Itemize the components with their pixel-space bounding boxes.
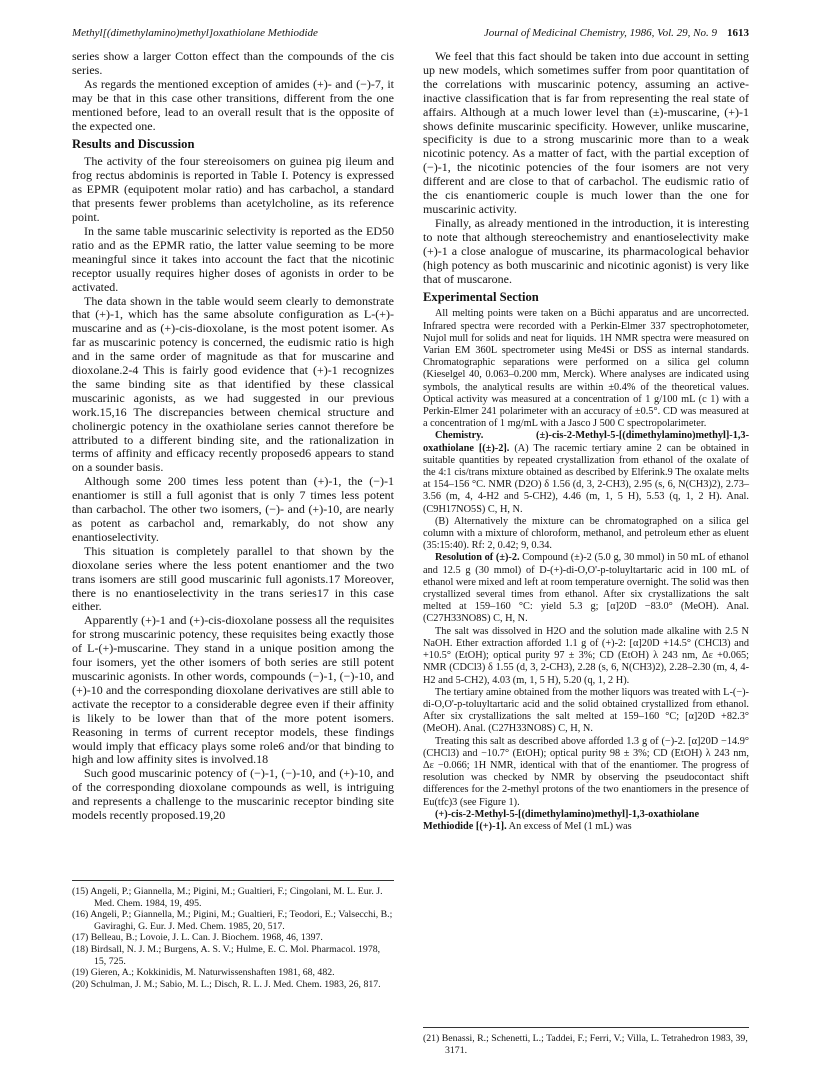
reference-item: (17) Belleau, B.; Lovoie, J. L. Can. J. Biochem. 1968, 46, 1397. <box>72 932 323 944</box>
resolution-text: Compound (±)-2 (5.0 g, 30 mmol) in 50 mL of ethanol and 12.5 g (30 mmol) of D-(+)-di-O,O'-p-toluyltartaric acid in 100 mL of ethanol were mixed and left at room temperature overnight. The solid was then crystallized several times from ethanol. After six crystallizations the salt melted at 159–160 °C: yield 5.3 g; [α]20D −83.0° (MeOH). Anal. (C27H33NO8S) C, H, N. <box>423 552 749 625</box>
chemistry-text: (A) The racemic tertiary amine 2 can be obtained in suitable quantities by repeated crystallization from ethanol of the oxalate of the 4:1 cis/trans mixture obtained as described by Elferink.9 The oxalate melts at 154–156 °C. NMR (D2O) δ 1.56 (d, 3, 2-CH3), 2.95 (s, 6, N(CH3)2), 2.73–3.56 (m, 4, 4-H2 and 5-CH2), 4.46 (m, 1, 5 H), 5.53 (q, 1, 2 H). Anal. (C9H17NO5S) C, H, N. <box>423 442 750 515</box>
heading-results-discussion: Results and Discussion <box>72 137 195 152</box>
paragraph-data: The data shown in the table would seem clearly to demonstrate that (+)-1, which has the same absolute configuration as L-(+)-muscarine and as (+)-cis-dioxolane, is the most potent isomer. As far as muscarinic potency is concerned, the eudismic ratio is high and in the same order of magnitude as that for muscarine and dioxolane.2-4 This is fairly good evidence that (+)-1 recognizes the same binding site as that identified by these classical muscarinic agonists, as we had suggested in our previous work.15,16 The discrepancies between chemical structure and cholinergic potency in the oxathiolane series cannot therefore be attributed to a different binding site, and the rationalization in terms of affinity and efficacy recently proposed6 appears to stand on a sounder basis. <box>72 293 394 475</box>
paragraph-activity: The activity of the four stereoisomers on guinea pig ileum and frog rectus abdominis is reported in Table I. Potency is expressed as EPMR (equipotent molar ratio) and has carbachol, a standard that presents fewer problems than acetylcholine, as its reference point. <box>72 154 394 225</box>
paragraph-resolution <box>423 552 749 625</box>
paragraph-treating: Treating this salt as described above afforded 1.3 g of (−)-2. [α]20D −14.9° (CHCl3) and −10.7° (EtOH); optical purity 98 ± 3%; CD (EtOH) λ 243 nm, Δε −0.066; 1H NMR, identical with that of the enantiomer. The progress of resolution was checked by NMR by observing the pseudocontact shift differences for the 2-methyl protons of the two enantiomers in the presence of Eu(tfc)3 (see Figure 1). <box>423 735 749 808</box>
paragraph-apparently: Apparently (+)-1 and (+)-cis-dioxolane possess all the requisites for strong muscarinic potency, these requisites being exactly those of L-(+)-muscarine. They stand in a unique position among the four isomers, yet the other isomers of both series are still potent muscarinic agonists. In other words, compounds (−)-1, (−)-10, and (+)-10 and the corresponding dioxolane derivatives are still able to activate the receptor to a considerable degree even if their affinity is likely to be lower than that of the more potent isomers. Reasoning in terms of current receptor models, these findings would imply that efficacy plays some role6 and/or that binding to high and low affinity sites is involved.18 <box>72 613 394 767</box>
resolution-title: Resolution of (±)-2. <box>435 552 520 564</box>
paragraph-chemistry <box>423 430 749 515</box>
page-number: 1613 <box>727 27 749 39</box>
running-header-title: Methyl[(dimethylamino)methyl]oxathiolane Methiodide <box>72 27 318 39</box>
paragraph-such: Such good muscarinic potency of (−)-1, (−)-10, and (+)-10, and of the corresponding dioxolane compounds as well, is intriguing and represents a challenge to the muscarinic receptor binding site models recently proposed.19,20 <box>72 766 394 823</box>
paragraph-finally: Finally, as already mentioned in the introduction, it is interesting to note that although stereochemistry and enantioselectivity make (+)-1 a close analogue of muscarine, its pharmacological behavior (high potency as both muscarinic and nicotinic agonist) is very like that of muscarone. <box>423 215 749 286</box>
paragraph-although: Although some 200 times less potent than (+)-1, the (−)-1 enantiomer is still a full agonist that is only 7 times less potent than carbachol. The other two isomers, (−)- and (+)-10, are nearly as potent as carbachol and, remarkably, do not show any enantioselectivity. <box>72 474 394 544</box>
journal-citation: Journal of Medicinal Chemistry, 1986, Vol. 29, No. 9 <box>483 27 717 39</box>
heading-experimental: Experimental Section <box>423 290 539 305</box>
paragraph-selectivity: In the same table muscarinic selectivity is reported as the ED50 ratio and as the EPMR ratio, the latter value seeming to be more meaningful since it takes into account the fact that the nicotinic receptor usually requires higher doses of agonists in order to be activated. <box>72 223 394 294</box>
reference-item: (16) Angeli, P.; Giannella, M.; Pigini, M.; Gualtieri, F.; Teodori, E.; Valsecchi, B.; Gaviraghi, G. Eur. J. Med. Chem. 1985, 20, 517. <box>72 909 393 932</box>
paragraph-salt: The salt was dissolved in H2O and the solution made alkaline with 2.5 N NaOH. Ether extraction afforded 1.1 g of (+)-2: [α]20D +14.5° (CHCl3) and +10.5° (EtOH); optical purity 97 ± 3%; CD (EtOH) λ 243 nm, Δε +0.065; NMR (CDCl3) δ 1.55 (d, 3, 2-CH3), 2.28 (s, 6, N(CH3)2), 2.28–2.30 (m, 4, 4-H2 and 5-CH2), 4.03 (m, 1, 5 H), 5.20 (q, 1, 2 H). <box>423 625 749 686</box>
paragraph-amides: As regards the mentioned exception of amides (+)- and (−)-7, it may be that in this case other transitions, different from the one mentioned before, lead to an overall result that is the opposite of the expected one. <box>72 76 394 133</box>
footnotes-right <box>423 1027 749 1056</box>
reference-item: (19) Gieren, A.; Kokkinidis, M. Naturwissenshaften 1981, 68, 482. <box>72 967 335 979</box>
reference-item: (18) Birdsall, N. J. M.; Burgens, A. S. V.; Hulme, E. C. Mol. Pharmacol. 1978, 15, 725. <box>72 943 381 967</box>
experimental-section <box>423 308 749 833</box>
methiodide-title: (+)-cis-2-Methyl-5-[(dimethylamino)methyl]-1,3-oxathiolane Methiodide [(+)-1]. <box>423 808 700 832</box>
reference-item: (21) Benassi, R.; Schenetti, L.; Taddei, F.; Ferri, V.; Villa, L. Tetrahedron 1983, 39, 3171. <box>423 1033 748 1056</box>
methiodide-text: An excess of MeI (1 mL) was <box>508 820 632 832</box>
paragraph-alternative: (B) Alternatively the mixture can be chromatographed on a silica gel column with a mixture of chloroform, methanol, and petroleum ether as eluent (35:15:40). Rf: 2, 0.42; 9, 0.34. <box>423 515 749 552</box>
paragraph-feel: We feel that this fact should be taken into due account in setting up new models, which sometimes suffer from poor quantitation of the correlations with muscarinic potency, assuming an active-inactive classification that is far from representing the real state of affairs. Although at a much lower level than (±)-muscarine, (+)-1 shows definite muscarinic specificity. However, unlike muscarine, specificity is due to a strong muscarinic more than to a weak nicotinic potency. As a matter of fact, with the partial exception of (−)-1, the nicotinic potencies of the four isomers are not very different and are close to that of carbachol. The eudismic ratio of the cis enantiomeric couple is much lower than the one for muscarinic activity. <box>423 49 749 216</box>
chemistry-label: Chemistry. <box>435 430 484 442</box>
compound-title-racemic: (±)-cis-2-Methyl-5-[(dimethylamino)methyl]-1,3-oxathiolane [(±)-2]. <box>423 430 749 454</box>
paragraph-continued: series show a larger Cotton effect than the compounds of the cis series. <box>72 49 394 77</box>
paragraph-melting-points: All melting points were taken on a Büchi apparatus and are uncorrected. Infrared spectra were recorded with a Perkin-Elmer 337 spectrophotometer, Nujol mull for solids and neat for liquids. 1H NMR spectra were measured on Varian EM 360L spectrometer using Me4Si or DSS as internal standards. Chromatographic separations were performed on a silica gel column (Kieselgel 40, 0.063–0.200 mm, Merck). Where analyses are indicated using symbols, the analytical results are within ±0.4% of the theoretical values. Optical activity was measured at a concentration of 1 g/100 mL (c 1) with a Perkin-Elmer 241 polarimeter with an accuracy of ±0.5°. CD was measured at a concentration of 1 mg/mL with a Jasco J 500 C spectropolarimeter. <box>423 308 749 430</box>
left-column <box>72 50 394 823</box>
reference-item: (20) Schulman, J. M.; Sabio, M. L.; Disch, R. L. J. Med. Chem. 1983, 26, 817. <box>72 978 381 990</box>
paragraph-situation: This situation is completely parallel to that shown by the dioxolane series where the less potent enantiomer and the two trans isomers are still good muscarinic full agonists.17 Moreover, there is no enantioselectivity in the trans series17 in this case either. <box>72 543 394 614</box>
footnotes-left <box>72 880 394 990</box>
paragraph-tertiary-amine: The tertiary amine obtained from the mother liquors was treated with L-(−)-di-O,O'-p-toluyltartaric acid and the solid obtained crystallized from ethanol. After six crystallizations the salt melted at 159–160 °C; [α]20D +82.3° (MeOH). Anal. (C27H33NO8S) C, H, N. <box>423 686 749 735</box>
discussion-continued <box>423 50 749 305</box>
running-header-journal <box>484 27 749 39</box>
reference-item: (15) Angeli, P.; Giannella, M.; Pigini, M.; Gualtieri, F.; Cingolani, M. L. Eur. J. Med. Chem. 1984, 19, 495. <box>72 886 383 909</box>
paragraph-methiodide <box>423 809 749 833</box>
right-column <box>423 50 749 833</box>
